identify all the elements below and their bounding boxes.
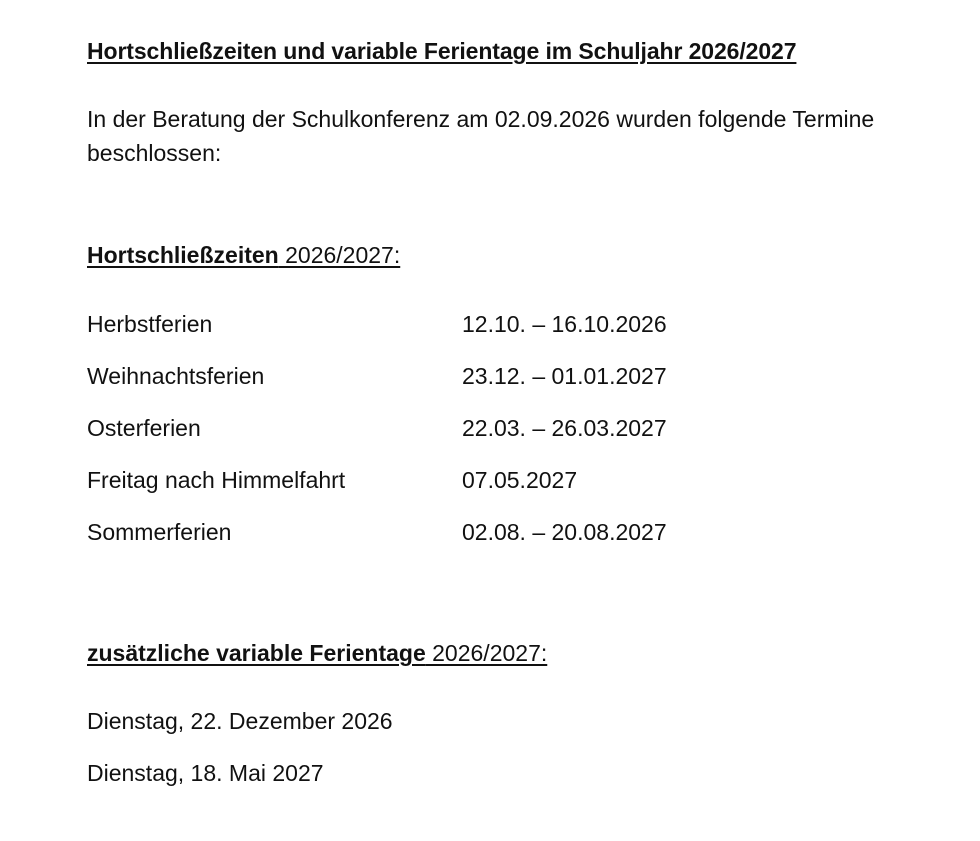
document-title: Hortschließzeiten und variable Ferientage im Schuljahr 2026/2027 — [87, 38, 797, 64]
variable-day-item: Dienstag, 18. Mai 2027 — [87, 760, 324, 786]
variable-day-item: Dienstag, 22. Dezember 2026 — [87, 708, 393, 734]
closure-row — [87, 411, 907, 463]
closure-row — [87, 463, 907, 515]
variable-days-heading-bold: zusätzliche variable Ferientage — [87, 640, 426, 666]
closure-date: 02.08. – 20.08.2027 — [462, 519, 667, 545]
closure-date: 07.05.2027 — [462, 467, 578, 493]
variable-days-list — [87, 704, 907, 808]
variable-days-heading — [87, 640, 547, 667]
closures-heading-year: 2026/2027: — [278, 242, 401, 268]
closure-date: 23.12. – 01.01.2027 — [462, 363, 667, 389]
closure-label: Sommerferien — [87, 519, 232, 545]
closure-row — [87, 515, 907, 567]
intro-paragraph: In der Beratung der Schulkonferenz am 02.09.2026 wurden folgende Termine beschlossen: — [87, 106, 875, 166]
closure-date: 12.10. – 16.10.2026 — [462, 311, 667, 337]
closure-row — [87, 307, 907, 359]
closure-label: Freitag nach Himmelfahrt — [87, 467, 346, 493]
closures-table — [87, 307, 907, 567]
closure-label: Weihnachtsferien — [87, 363, 265, 389]
closure-date: 22.03. – 26.03.2027 — [462, 415, 667, 441]
closures-heading-bold: Hortschließzeiten — [87, 242, 279, 268]
variable-days-heading-year: 2026/2027: — [425, 640, 548, 666]
closure-label: Osterferien — [87, 415, 201, 441]
closure-label: Herbstferien — [87, 311, 213, 337]
closures-heading — [87, 242, 400, 269]
closure-row — [87, 359, 907, 411]
